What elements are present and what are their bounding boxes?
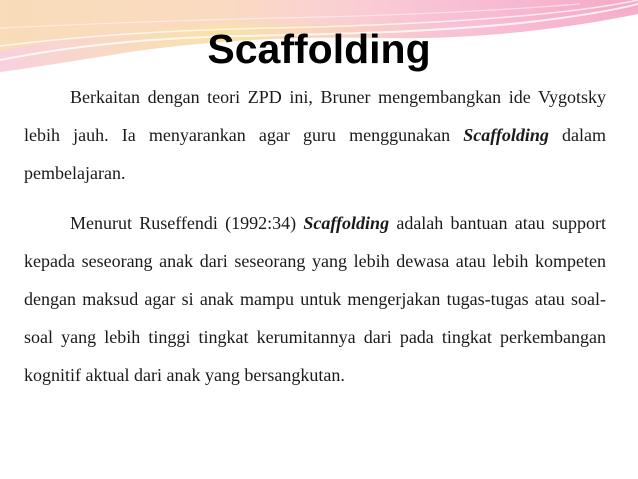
scaffolding-term: Scaffolding [463, 125, 549, 145]
paragraph-2 [24, 204, 606, 394]
scaffolding-term: Scaffolding [303, 213, 390, 233]
paragraph-1 [24, 78, 606, 192]
slide-title: Scaffolding [207, 26, 431, 72]
slide-body [24, 78, 606, 394]
paragraph-1-text-start: Berkaitan dengan teori ZPD ini, Bruner mengembangkan ide Vygotsky lebih jauh. Ia menyarankan agar guru menggunakan [24, 87, 606, 145]
paragraph-2-text-end: adalah bantuan atau support kepada seseorang anak dari seseorang yang lebih dewasa atau lebih kompeten dengan maksud agar si anak mampu untuk mengerjakan tugas-tugas atau soal-soal yang lebih tinggi tingkat kerumitannya dari pada tingkat perkembangan kognitif aktual dari anak yang bersangkutan. [24, 213, 606, 385]
paragraph-1-text-end: dalam pembelajaran. [24, 125, 606, 183]
paragraph-2-text-start: Menurut Ruseffendi (1992:34) [70, 213, 304, 233]
